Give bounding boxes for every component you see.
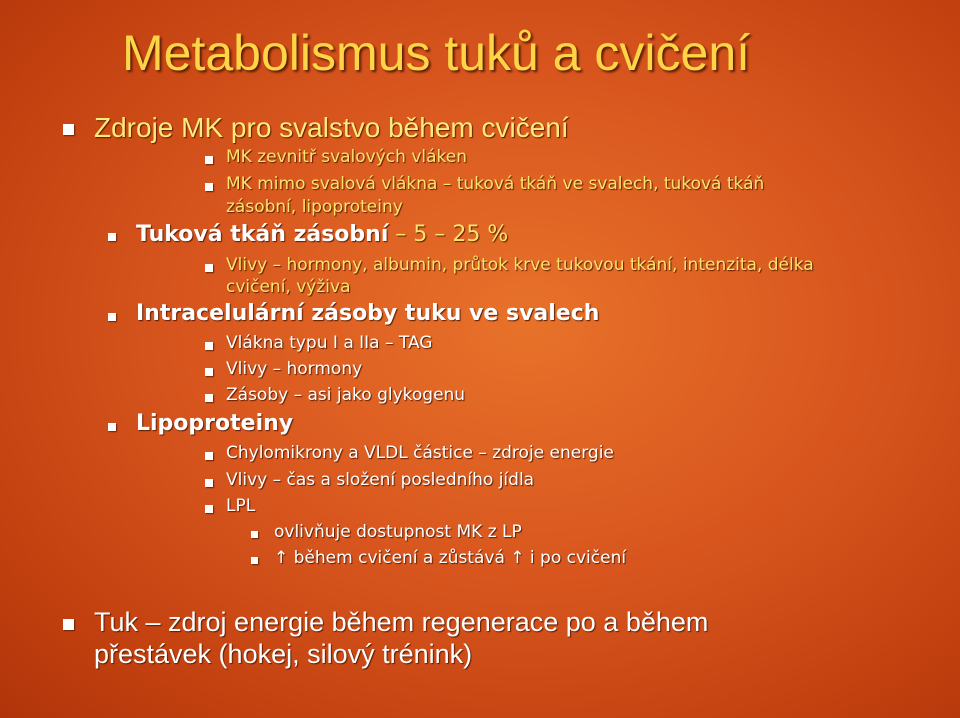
bullet-icon: [205, 394, 213, 402]
section-heading-sources: Zdroje MK pro svalstvo během cvičení: [94, 112, 569, 143]
bullet-icon: [251, 531, 258, 538]
list-item: Chylomikrony a VLDL částice – zdroje energie: [226, 443, 614, 463]
bullet-icon: [108, 423, 116, 431]
list-item-continuation: zásobní, lipoproteiny: [226, 197, 403, 217]
slide-title: Metabolismus tuků a cvičení: [122, 25, 751, 81]
bullet-icon: [205, 264, 213, 272]
bullet-icon: [251, 557, 258, 564]
bullet-icon: [205, 183, 213, 191]
bullet-icon: [205, 368, 213, 376]
list-item-continuation: cvičení, výživa: [226, 277, 351, 297]
bullet-icon: [108, 233, 116, 241]
list-item: MK mimo svalová vlákna – tuková tkáň ve svalech, tuková tkáň: [226, 174, 765, 194]
section-heading-adipose-range: – 5 – 25 %: [388, 222, 509, 247]
list-item: Vlákna typu I a IIa – TAG: [226, 333, 433, 353]
bullet-icon: [205, 452, 213, 460]
bullet-icon: [63, 619, 74, 630]
list-item: LPL: [226, 496, 256, 516]
list-item: MK zevnitř svalových vláken: [226, 147, 467, 167]
bullet-icon: [205, 479, 213, 487]
section-heading-intracellular: Intracelulární zásoby tuku ve svalech: [136, 301, 600, 326]
bullet-icon: [205, 342, 213, 350]
list-item: Vlivy – hormony: [226, 359, 363, 379]
bullet-icon: [205, 156, 213, 164]
list-item: Vlivy – čas a složení posledního jídla: [226, 470, 535, 490]
list-item: Zásoby – asi jako glykogenu: [226, 385, 466, 405]
footer-line-1: Tuk – zdroj energie během regenerace po a během: [94, 607, 709, 637]
sub-list-item: ovlivňuje dostupnost MK z LP: [274, 522, 522, 542]
section-heading-lipoproteins: Lipoproteiny: [136, 411, 294, 436]
bullet-icon: [205, 505, 213, 513]
list-item: Vlivy – hormony, albumin, průtok krve tukovou tkání, intenzita, délka: [226, 255, 814, 275]
section-heading-adipose: [136, 222, 508, 247]
bullet-icon: [63, 124, 74, 135]
bullet-icon: [108, 313, 116, 321]
footer-statement: [94, 606, 894, 670]
footer-line-2: přestávek (hokej, silový trénink): [94, 639, 473, 669]
section-heading-adipose-label: Tuková tkáň zásobní: [136, 222, 389, 247]
sub-list-item: ↑ během cvičení a zůstává ↑ i po cvičení: [274, 548, 627, 568]
